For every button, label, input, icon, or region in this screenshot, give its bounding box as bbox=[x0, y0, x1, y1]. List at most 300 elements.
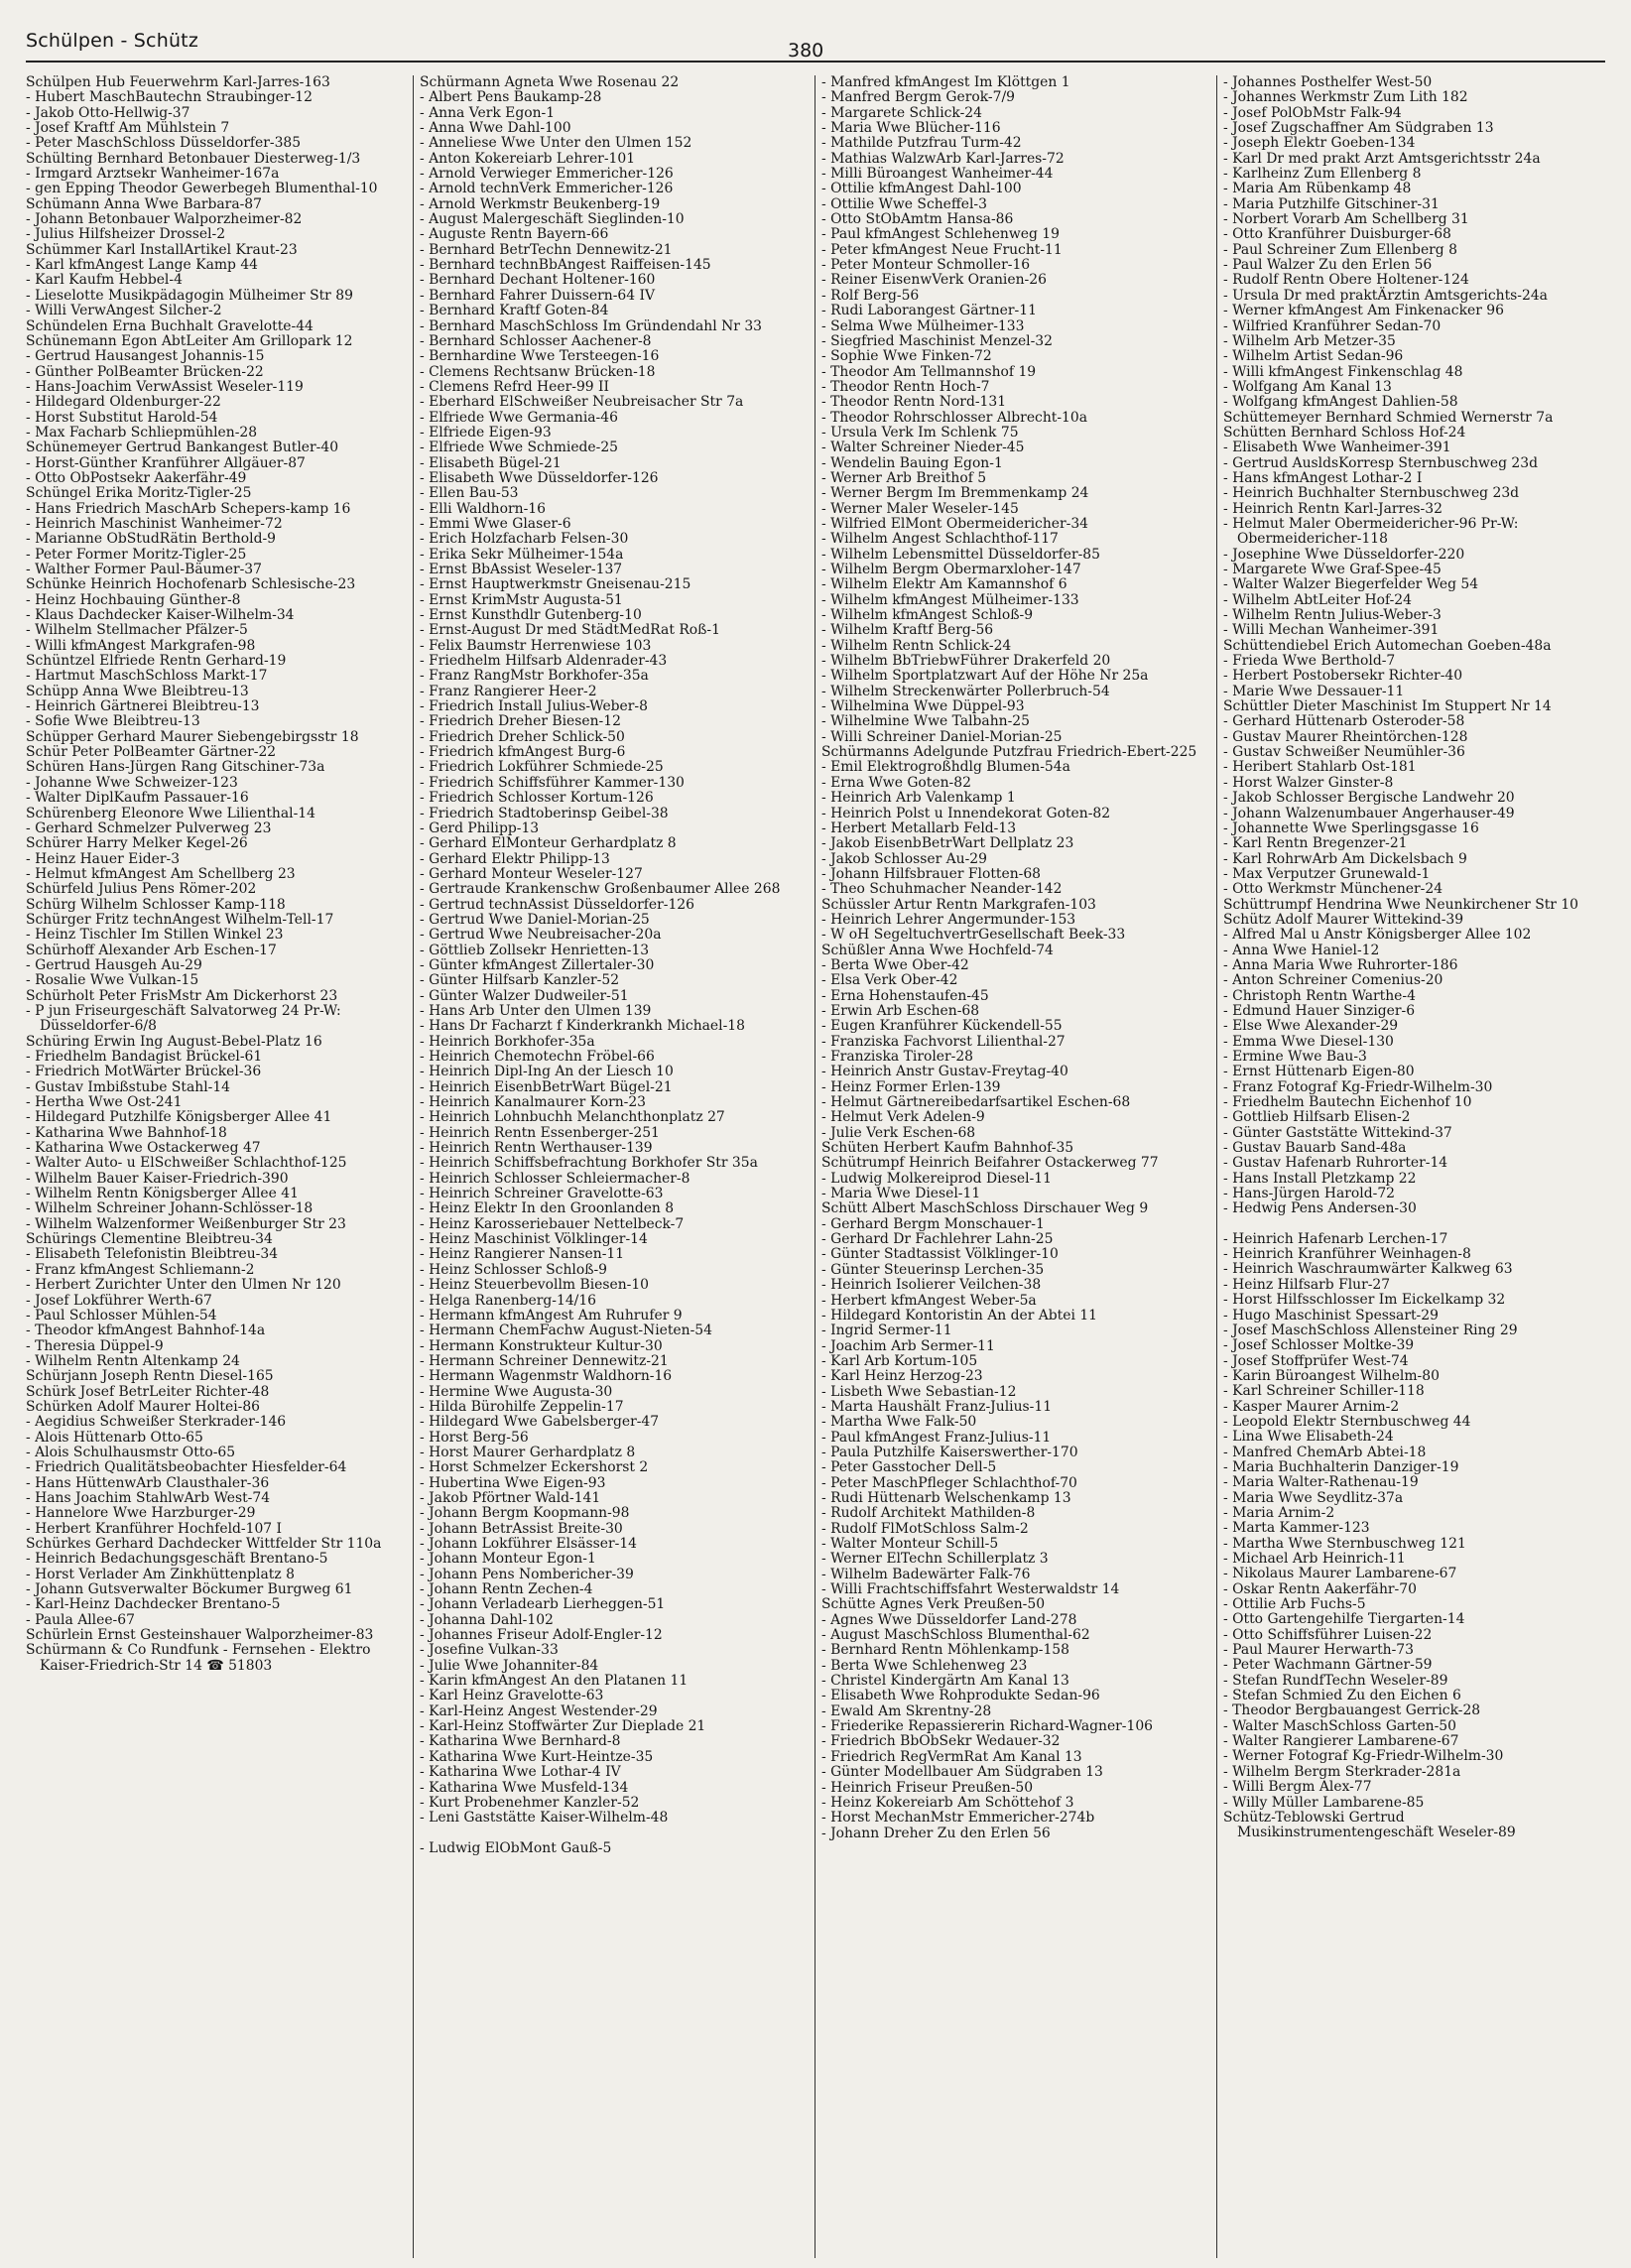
directory-entry: - Hans-Jürgen Harold-72 bbox=[1223, 1186, 1396, 1202]
directory-entry: - Jakob Otto-Hellwig-37 bbox=[26, 104, 190, 121]
directory-entry: - Franz kfmAngest Schliemann-2 bbox=[26, 1261, 255, 1278]
directory-entry: - Wilhelm Schreiner Johann-Schlösser-18 bbox=[26, 1200, 314, 1217]
directory-entry: - Heinrich Hafenarb Lerchen-17 bbox=[1223, 1230, 1448, 1247]
directory-entry: - Hedwig Pens Andersen-30 bbox=[1223, 1200, 1417, 1217]
directory-entry: - Theodor Bergbauangest Gerrick-28 bbox=[1223, 1702, 1481, 1719]
directory-entry bbox=[420, 1827, 809, 1841]
directory-entry: - Heinz Rangierer Nansen-11 bbox=[420, 1246, 625, 1263]
directory-entry: - Elisabeth Wwe Düsseldorfer-126 bbox=[420, 469, 659, 486]
directory-entry: - Paul Maurer Herwarth-73 bbox=[1223, 1642, 1414, 1659]
directory-entry: - Gerhard Monteur Weseler-127 bbox=[420, 865, 643, 882]
directory-entry: - Hubert MaschBautechn Straubinger-12 bbox=[26, 89, 313, 106]
directory-entry: - Leopold Elektr Sternbuschweg 44 bbox=[1223, 1413, 1471, 1430]
directory-entry: - Werner Arb Breithof 5 bbox=[821, 469, 987, 486]
directory-entry: - Franz RangMstr Borkhofer-35a bbox=[420, 668, 649, 685]
directory-entry: - Sofie Wwe Bleibtreu-13 bbox=[26, 713, 200, 730]
directory-entry: - Hugo Maschinist Spessart-29 bbox=[1223, 1307, 1439, 1323]
directory-entry: - Johanna Dahl-102 bbox=[420, 1611, 554, 1628]
directory-entry: - Johann Dreher Zu den Erlen 56 bbox=[821, 1825, 1051, 1841]
directory-entry: - Wilhelm Sportplatzwart Auf der Höhe Nr 25a bbox=[821, 668, 1149, 685]
directory-entry: - Josef Schlosser Moltke-39 bbox=[1223, 1337, 1415, 1354]
directory-entry: - Walter Rangierer Lambarene-67 bbox=[1223, 1733, 1459, 1750]
directory-entry: - Gustav Hafenarb Ruhrorter-14 bbox=[1223, 1155, 1448, 1172]
directory-entry: - Maria Buchhalterin Danziger-19 bbox=[1223, 1458, 1459, 1475]
directory-entry: - Erna Wwe Goten-82 bbox=[821, 774, 971, 791]
directory-entry: - Johann Walzenumbauer Angerhauser-49 bbox=[1223, 805, 1515, 821]
directory-entry: - Johann Rentn Zechen-4 bbox=[420, 1581, 593, 1598]
directory-entry: - Michael Arb Heinrich-11 bbox=[1223, 1551, 1406, 1567]
directory-entry: Schüren Hans-Jürgen Rang Gitschiner-73a bbox=[26, 759, 325, 776]
directory-columns bbox=[26, 75, 1605, 2258]
directory-entry: - Willi Bergm Alex-77 bbox=[1223, 1779, 1372, 1796]
directory-entry: - Wilhelm Rentn Königsberger Allee 41 bbox=[26, 1186, 299, 1202]
directory-entry: - Heinrich Bedachungsgeschäft Brentano-5 bbox=[26, 1551, 328, 1568]
directory-entry: - Hermine Wwe Augusta-30 bbox=[420, 1383, 613, 1400]
directory-entry: - Johannette Wwe Sperlingsgasse 16 bbox=[1223, 819, 1479, 836]
directory-entry: - Emmi Wwe Glaser-6 bbox=[420, 515, 571, 532]
directory-entry: - Horst Maurer Gerhardplatz 8 bbox=[420, 1444, 636, 1460]
directory-entry: - Elfriede Wwe Germania-46 bbox=[420, 409, 618, 426]
directory-entry: Schürken Adolf Maurer Holtei-86 bbox=[26, 1398, 261, 1415]
directory-entry: - Katharina Wwe Musfeld-134 bbox=[420, 1779, 629, 1796]
directory-entry: - Anna Verk Egon-1 bbox=[420, 104, 556, 121]
directory-entry: - Johann Lokführer Elsässer-14 bbox=[420, 1536, 638, 1552]
directory-entry: - Horst MechanMstr Emmericher-274b bbox=[821, 1810, 1095, 1827]
directory-entry: - Ernst Hüttenarb Eigen-80 bbox=[1223, 1064, 1415, 1080]
directory-entry: - Johann BetrAssist Breite-30 bbox=[420, 1520, 623, 1537]
directory-column-2 bbox=[420, 75, 809, 2258]
directory-entry: - Wilhelm Bergm Sterkrader-281a bbox=[1223, 1763, 1461, 1780]
directory-entry: - Karl RohrwArb Am Dickelsbach 9 bbox=[1223, 850, 1467, 867]
directory-entry: - Bernhard BetrTechn Dennewitz-21 bbox=[420, 241, 673, 258]
directory-entry: - Gertraude Krankenschw Großenbaumer Allee 268 bbox=[420, 881, 781, 898]
directory-entry: - Werner Maler Weseler-145 bbox=[821, 500, 1019, 517]
directory-entry: - Heinz Maschinist Völklinger-14 bbox=[420, 1231, 648, 1248]
directory-entry: - Heinrich Arb Valenkamp 1 bbox=[821, 790, 1016, 807]
directory-entry: - Paul kfmAngest Franz-Julius-11 bbox=[821, 1429, 1052, 1446]
running-head-title: Schülpen - Schütz bbox=[26, 30, 199, 52]
directory-entry: - Hartmut MaschSchloss Markt-17 bbox=[26, 668, 268, 685]
directory-entry: - Günter Steuerinsp Lerchen-35 bbox=[821, 1261, 1045, 1278]
directory-entry: - Heinrich Rentn Essenberger-251 bbox=[420, 1124, 660, 1141]
directory-entry: Schülting Bernhard Betonbauer Diesterweg-1/3 bbox=[26, 150, 361, 167]
directory-entry: - Gerhard Dr Fachlehrer Lahn-25 bbox=[821, 1231, 1054, 1248]
directory-entry: - Friedrich Qualitätsbeobachter Hiesfelder-64 bbox=[26, 1459, 347, 1476]
directory-entry: Schürkes Gerhard Dachdecker Wittfelder Str 110a bbox=[26, 1536, 382, 1552]
directory-entry: - Willi Mechan Wanheimer-391 bbox=[1223, 622, 1440, 639]
directory-entry: - Marie Wwe Dessauer-11 bbox=[1223, 683, 1405, 699]
directory-entry: - Gustav Schweißer Neumühler-36 bbox=[1223, 744, 1465, 761]
directory-entry: - Wilhelm Walzenformer Weißenburger Str 23 bbox=[26, 1215, 346, 1232]
directory-entry: - Theresia Düppel-9 bbox=[26, 1337, 164, 1354]
directory-entry: - Otto StObAmtm Hansa-86 bbox=[821, 211, 1014, 228]
directory-entry: Schünemann Egon AbtLeiter Am Grillopark 12 bbox=[26, 332, 353, 349]
directory-entry: Schütrumpf Heinrich Beifahrer Ostackerweg 77 bbox=[821, 1155, 1159, 1172]
directory-entry: - Willi kfmAngest Markgrafen-98 bbox=[26, 637, 256, 654]
directory-entry: - Heinrich Schreiner Gravelotte-63 bbox=[420, 1186, 664, 1202]
directory-entry: - Johann Hilfsbrauer Flotten-68 bbox=[821, 865, 1042, 882]
directory-entry: - Maria Arnim-2 bbox=[1223, 1504, 1335, 1521]
directory-entry: - August Malergeschäft Sieglinden-10 bbox=[420, 211, 685, 228]
directory-entry: Schütz-Teblowski Gertrud Musikinstrumentengeschäft Weseler-89 bbox=[1223, 1809, 1516, 1841]
directory-entry: - Katharina Wwe Ostackerweg 47 bbox=[26, 1140, 261, 1157]
directory-entry: - Hans HüttenwArb Clausthaler-36 bbox=[26, 1474, 270, 1491]
directory-entry: - Theodor Rohrschlosser Albrecht-10a bbox=[821, 409, 1087, 426]
directory-entry: - Maria Wwe Seydlitz-37a bbox=[1223, 1489, 1404, 1506]
directory-entry: - Heinrich EisenbBetrWart Bügel-21 bbox=[420, 1078, 673, 1095]
directory-entry: - Christoph Rentn Warthe-4 bbox=[1223, 987, 1416, 1004]
directory-entry: - Johannes Werkmstr Zum Lith 182 bbox=[1223, 89, 1468, 106]
directory-entry: - Felix Baumstr Herrenwiese 103 bbox=[420, 637, 652, 654]
directory-entry: - Wilhelm AbtLeiter Hof-24 bbox=[1223, 591, 1412, 608]
directory-entry: - Kasper Maurer Arnim-2 bbox=[1223, 1398, 1400, 1415]
directory-entry: - Hubertina Wwe Eigen-93 bbox=[420, 1474, 606, 1491]
directory-entry: - Heinrich Rentn Karl-Jarres-32 bbox=[1223, 500, 1443, 517]
directory-entry: - Wilhelm Kraftf Berg-56 bbox=[821, 622, 994, 639]
directory-entry: - Selma Wwe Mülheimer-133 bbox=[821, 317, 1025, 334]
directory-entry: - Hermann ChemFachw August-Nieten-54 bbox=[420, 1323, 712, 1339]
directory-entry: Schütz Adolf Maurer Wittekind-39 bbox=[1223, 911, 1464, 928]
directory-entry: Schüttler Dieter Maschinist Im Stuppert Nr 14 bbox=[1223, 698, 1552, 715]
directory-entry: - Heinrich Rentn Werthauser-139 bbox=[420, 1140, 653, 1157]
directory-entry: - Ellen Bau-53 bbox=[420, 485, 519, 502]
directory-entry: - Herbert Postobersekr Richter-40 bbox=[1223, 668, 1463, 685]
directory-entry: - Helmut Maler Obermeidericher-96 Pr-W: Obermeidericher-118 bbox=[1223, 515, 1519, 548]
directory-entry: Schütt Albert MaschSchloss Dirschauer Weg 9 bbox=[821, 1200, 1149, 1217]
directory-entry: - Gertrud Wwe Daniel-Morian-25 bbox=[420, 911, 650, 928]
directory-entry: - Paula Allee-67 bbox=[26, 1611, 135, 1628]
directory-entry: - Heinrich Polst u Innendekorat Goten-82 bbox=[821, 805, 1111, 821]
directory-entry: - Paul Walzer Zu den Erlen 56 bbox=[1223, 257, 1433, 274]
directory-entry: - Hermann Wagenmstr Waldhorn-16 bbox=[420, 1368, 673, 1385]
directory-entry: Schütten Bernhard Schloss Hof-24 bbox=[1223, 424, 1466, 441]
directory-entry: - Wilhelm Badewärter Falk-76 bbox=[821, 1566, 1031, 1582]
directory-entry: - Karl Arb Kortum-105 bbox=[821, 1352, 978, 1369]
directory-entry: Schürmann Agneta Wwe Rosenau 22 bbox=[420, 75, 680, 90]
directory-entry: - Ernst Hauptwerkmstr Gneisenau-215 bbox=[420, 576, 691, 593]
directory-entry: - Kurt Probenehmer Kanzler-52 bbox=[420, 1794, 640, 1811]
directory-entry: Schütte Agnes Verk Preußen-50 bbox=[821, 1596, 1046, 1613]
directory-entry: - Heinrich Buchhalter Sternbuschweg 23d bbox=[1223, 485, 1520, 502]
directory-entry: - Franziska Fachvorst Lilienthal-27 bbox=[821, 1033, 1066, 1050]
directory-entry: Schüring Erwin Ing August-Bebel-Platz 16 bbox=[26, 1033, 322, 1050]
directory-entry: - Wilfried ElMont Obermeidericher-34 bbox=[821, 515, 1089, 532]
directory-entry: - Friedrich Schiffsführer Kammer-130 bbox=[420, 774, 685, 791]
directory-entry: - Ingrid Sermer-11 bbox=[821, 1323, 952, 1339]
directory-entry: - Wilhelm Lebensmittel Düsseldorfer-85 bbox=[821, 546, 1100, 563]
directory-entry: - Hertha Wwe Ost-241 bbox=[26, 1094, 183, 1111]
directory-entry: - Lina Wwe Elisabeth-24 bbox=[1223, 1429, 1394, 1446]
directory-entry: - Lieselotte Musikpädagogin Mülheimer Str 89 bbox=[26, 287, 353, 304]
directory-entry: - Karl Heinz Gravelotte-63 bbox=[420, 1688, 604, 1704]
directory-entry: Schüssler Artur Rentn Markgrafen-103 bbox=[821, 896, 1096, 913]
directory-entry: - Josef Lokführer Werth-67 bbox=[26, 1292, 212, 1309]
directory-entry: - Milli Büroangest Wanheimer-44 bbox=[821, 166, 1054, 183]
directory-entry: - Hermann Konstrukteur Kultur-30 bbox=[420, 1337, 663, 1354]
directory-entry: - Manfred kfmAngest Im Klöttgen 1 bbox=[821, 75, 1070, 90]
directory-entry: - Günter Stadtassist Völklinger-10 bbox=[821, 1246, 1059, 1263]
directory-column-4 bbox=[1223, 75, 1605, 2258]
column-divider bbox=[815, 75, 816, 2258]
directory-entry: - Max Verputzer Grunewald-1 bbox=[1223, 865, 1431, 882]
directory-entry: - Rosalie Wwe Vulkan-15 bbox=[26, 972, 199, 989]
directory-entry: - Mathias WalzwArb Karl-Jarres-72 bbox=[821, 150, 1065, 167]
directory-entry: Schürenberg Eleonore Wwe Lilienthal-14 bbox=[26, 805, 315, 821]
directory-entry: - Elisabeth Wwe Rohprodukte Sedan-96 bbox=[821, 1688, 1100, 1704]
directory-entry: - Joachim Arb Sermer-11 bbox=[821, 1337, 995, 1354]
directory-entry: - Joseph Elektr Goeben-134 bbox=[1223, 135, 1416, 152]
directory-entry: - Johann Verladearb Lierheggen-51 bbox=[420, 1596, 666, 1613]
directory-entry: Schürholt Peter FrisMstr Am Dickerhorst 23 bbox=[26, 987, 338, 1004]
directory-entry: - Günter Modellbauer Am Südgraben 13 bbox=[821, 1764, 1103, 1781]
directory-entry: - Walter Monteur Schill-5 bbox=[821, 1536, 999, 1552]
directory-entry: - Wilhelm Bauer Kaiser-Friedrich-390 bbox=[26, 1170, 289, 1187]
directory-entry: Schürmann & Co Rundfunk - Fernsehen - Elektro Kaiser-Friedrich-Str 14 ☎ 51803 bbox=[26, 1642, 371, 1674]
directory-entry: - Helga Ranenberg-14/16 bbox=[420, 1292, 597, 1309]
directory-entry: - Mathilde Putzfrau Turm-42 bbox=[821, 135, 1022, 152]
directory-entry: - Manfred Bergm Gerok-7/9 bbox=[821, 89, 1015, 106]
directory-entry: - Arnold technVerk Emmericher-126 bbox=[420, 181, 674, 197]
directory-entry: - Herbert kfmAngest Weber-5a bbox=[821, 1292, 1037, 1309]
directory-entry: - Ursula Dr med praktÄrztin Amtsgerichts-24a bbox=[1223, 287, 1548, 304]
directory-entry: - Erwin Arb Eschen-68 bbox=[821, 1002, 980, 1019]
directory-entry: - Katharina Wwe Lothar-4 IV bbox=[420, 1764, 621, 1781]
directory-entry: - Hans-Joachim VerwAssist Weseler-119 bbox=[26, 378, 304, 395]
directory-entry: - Friedrich Schlosser Kortum-126 bbox=[420, 790, 654, 807]
directory-entry: - Heinrich Maschinist Wanheimer-72 bbox=[26, 515, 283, 532]
directory-entry: - Hildegard Kontoristin An der Abtei 11 bbox=[821, 1307, 1098, 1323]
directory-entry: - Heinz Former Erlen-139 bbox=[821, 1078, 1001, 1095]
directory-entry: - Friedrich BbObSekr Wedauer-32 bbox=[821, 1733, 1061, 1750]
directory-entry: - Wilhelm Rentn Altenkamp 24 bbox=[26, 1352, 240, 1369]
directory-entry: - Elisabeth Bügel-21 bbox=[420, 454, 562, 471]
directory-entry: - Christel Kindergärtn Am Kanal 13 bbox=[821, 1673, 1069, 1690]
directory-entry: - Hildegard Wwe Gabelsberger-47 bbox=[420, 1414, 660, 1431]
directory-entry: - Gottlieb Hilfsarb Elisen-2 bbox=[1223, 1109, 1411, 1126]
directory-entry: - Eberhard ElSchweißer Neubreisacher Str 7a bbox=[420, 394, 744, 411]
directory-entry: - Maria Wwe Blücher-116 bbox=[821, 120, 1001, 137]
directory-entry: - Heinrich Schiffsbefrachtung Borkhofer Str 35a bbox=[420, 1155, 758, 1172]
directory-entry: - Oskar Rentn Aakerfähr-70 bbox=[1223, 1580, 1417, 1597]
directory-entry: - Friedrich Lokführer Schmiede-25 bbox=[420, 759, 664, 776]
directory-entry: - Rudi Laborangest Gärtner-11 bbox=[821, 303, 1037, 319]
directory-entry: - Otto Kranführer Duisburger-68 bbox=[1223, 226, 1451, 243]
directory-entry: - Elli Waldhorn-16 bbox=[420, 500, 546, 517]
directory-entry: Schüpp Anna Wwe Bleibtreu-13 bbox=[26, 683, 249, 699]
directory-entry: - Ernst BbAssist Weseler-137 bbox=[420, 562, 623, 577]
directory-entry: - Peter Wachmann Gärtner-59 bbox=[1223, 1657, 1433, 1674]
directory-entry: - Karin Büroangest Wilhelm-80 bbox=[1223, 1367, 1440, 1384]
directory-entry: - Edmund Hauer Sinziger-6 bbox=[1223, 1002, 1416, 1019]
directory-entry: - Julius Hilfsheizer Drossel-2 bbox=[26, 226, 226, 243]
directory-entry: - Anneliese Wwe Unter den Ulmen 152 bbox=[420, 135, 692, 152]
directory-entry: - Johannes Friseur Adolf-Engler-12 bbox=[420, 1627, 663, 1644]
directory-column-1 bbox=[26, 75, 407, 2258]
directory-entry: Schüten Herbert Kaufm Bahnhof-35 bbox=[821, 1140, 1074, 1157]
directory-entry: - Leni Gaststätte Kaiser-Wilhelm-48 bbox=[420, 1810, 669, 1827]
directory-entry: - Maria Wwe Diesel-11 bbox=[821, 1186, 981, 1202]
directory-entry: - Helmut kfmAngest Am Schellberg 23 bbox=[26, 865, 296, 882]
directory-entry: - Karl Heinz Herzog-23 bbox=[821, 1368, 983, 1385]
directory-entry: - Alois Hüttenarb Otto-65 bbox=[26, 1429, 203, 1446]
directory-entry: - Else Wwe Alexander-29 bbox=[1223, 1018, 1399, 1035]
directory-entry: - Katharina Wwe Bahnhof-18 bbox=[26, 1124, 227, 1141]
directory-entry: - Elfriede Eigen-93 bbox=[420, 424, 552, 441]
directory-entry: - Walther Former Paul-Bäumer-37 bbox=[26, 562, 262, 577]
directory-entry: - Hildegard Oldenburger-22 bbox=[26, 394, 221, 411]
directory-entry: - Rolf Berg-56 bbox=[821, 287, 920, 304]
directory-entry: - Jakob Pförtner Wald-141 bbox=[420, 1489, 601, 1506]
directory-entry: - Friedrich Dreher Biesen-12 bbox=[420, 713, 621, 730]
directory-entry: - Elisabeth Telefonistin Bleibtreu-34 bbox=[26, 1246, 279, 1263]
directory-entry: - Karl Dr med prakt Arzt Amtsgerichtsstr 24a bbox=[1223, 150, 1541, 167]
directory-entry: - Anton Kokereiarb Lehrer-101 bbox=[420, 150, 636, 167]
directory-entry: - Friedrich Dreher Schlick-50 bbox=[420, 728, 625, 745]
directory-entry: - Hannelore Wwe Harzburger-29 bbox=[26, 1505, 256, 1522]
directory-entry: - Josef MaschSchloss Allensteiner Ring 29 bbox=[1223, 1322, 1518, 1338]
directory-entry: - Friedrich MotWärter Brückel-36 bbox=[26, 1064, 262, 1080]
directory-entry: - Ludwig Molkereiprod Diesel-11 bbox=[821, 1170, 1052, 1187]
directory-entry: - Bernhard MaschSchloss Im Gründendahl Nr 33 bbox=[420, 317, 763, 334]
directory-entry: - Walter Walzer Biegerfelder Weg 54 bbox=[1223, 576, 1479, 593]
directory-entry: - Ursula Verk Im Schlenk 75 bbox=[821, 424, 1019, 441]
directory-entry: - Hans Install Pletzkamp 22 bbox=[1223, 1170, 1417, 1187]
directory-entry: - Arnold Verwieger Emmericher-126 bbox=[420, 166, 674, 183]
directory-entry: - Wilfried Kranführer Sedan-70 bbox=[1223, 317, 1442, 334]
directory-entry: - Willi Schreiner Daniel-Morian-25 bbox=[821, 728, 1063, 745]
directory-entry: - Otto Gartengehilfe Tiergarten-14 bbox=[1223, 1611, 1465, 1628]
directory-entry: - Friedrich Stadtoberinsp Geibel-38 bbox=[420, 805, 669, 821]
directory-entry: - Theodor Rentn Nord-131 bbox=[821, 394, 1007, 411]
directory-entry: - Heinrich Isolierer Veilchen-38 bbox=[821, 1277, 1042, 1294]
directory-entry: - Hermann Schreiner Dennewitz-21 bbox=[420, 1352, 669, 1369]
directory-entry: - Maria Am Rübenkamp 48 bbox=[1223, 181, 1412, 197]
directory-entry: Schürings Clementine Bleibtreu-34 bbox=[26, 1231, 273, 1248]
directory-entry: - Rudolf FlMotSchloss Salm-2 bbox=[821, 1520, 1029, 1537]
directory-entry: - Heinrich Gärtnerei Bleibtreu-13 bbox=[26, 698, 260, 715]
directory-entry: - Göttlieb Zollsekr Henrietten-13 bbox=[420, 942, 650, 958]
directory-entry: - Theodor kfmAngest Bahnhof-14a bbox=[26, 1323, 266, 1339]
directory-entry: - Friedhelm Hilfsarb Aldenrader-43 bbox=[420, 653, 668, 670]
directory-entry: - Anna Maria Wwe Ruhrorter-186 bbox=[1223, 956, 1458, 973]
column-divider bbox=[413, 75, 414, 2258]
directory-entry: - Hans Arb Unter den Ulmen 139 bbox=[420, 1002, 652, 1019]
directory-entry: - Theodor Am Tellmannshof 19 bbox=[821, 363, 1037, 380]
directory-entry: - Lisbeth Wwe Sebastian-12 bbox=[821, 1383, 1017, 1400]
directory-entry: - Paula Putzhilfe Kaiserswerther-170 bbox=[821, 1444, 1078, 1460]
directory-entry: - Johanne Wwe Schweizer-123 bbox=[26, 774, 238, 791]
directory-entry: - Wilhelm Rentn Julius-Weber-3 bbox=[1223, 607, 1442, 624]
directory-entry: - Otto Werkmstr Münchener-24 bbox=[1223, 881, 1443, 898]
directory-entry: - Julie Wwe Johanniter-84 bbox=[420, 1657, 599, 1674]
directory-entry: - Wilhelm Streckenwärter Pollerbruch-54 bbox=[821, 683, 1110, 699]
directory-entry: Schümann Anna Wwe Barbara-87 bbox=[26, 195, 262, 212]
directory-entry: - Elisabeth Wwe Wanheimer-391 bbox=[1223, 440, 1451, 456]
directory-entry: - Gerd Philipp-13 bbox=[420, 819, 540, 836]
directory-entry: - Wilhelm Angest Schlachthof-117 bbox=[821, 531, 1059, 548]
directory-entry: - Herbert Kranführer Hochfeld-107 I bbox=[26, 1520, 283, 1537]
directory-entry: - Karlheinz Zum Ellenberg 8 bbox=[1223, 166, 1422, 183]
directory-entry: - Heribert Stahlarb Ost-181 bbox=[1223, 759, 1417, 776]
directory-entry: - Berta Wwe Ober-42 bbox=[821, 956, 969, 973]
directory-entry: - Bernhard Rentn Möhlenkamp-158 bbox=[821, 1642, 1069, 1659]
directory-entry: - Agnes Wwe Düsseldorfer Land-278 bbox=[821, 1611, 1077, 1628]
directory-entry: - Heinrich Kranführer Weinhagen-8 bbox=[1223, 1246, 1471, 1263]
directory-entry: - Horst-Günther Kranführer Allgäuer-87 bbox=[26, 454, 306, 471]
directory-entry: Schüttendiebel Erich Automechan Goeben-48a bbox=[1223, 637, 1552, 654]
directory-entry: - Heinrich Lehrer Angermunder-153 bbox=[821, 911, 1076, 928]
directory-entry: - gen Epping Theodor Gewerbegeh Blumenthal-10 bbox=[26, 181, 378, 197]
directory-entry: - Johann Gutsverwalter Böckumer Burgweg 61 bbox=[26, 1581, 353, 1598]
directory-entry: - Hans Friedrich MaschArb Schepers-kamp 16 bbox=[26, 500, 351, 517]
directory-entry: Schür Peter PolBeamter Gärtner-22 bbox=[26, 744, 277, 761]
directory-entry: - Theo Schuhmacher Neander-142 bbox=[821, 881, 1063, 898]
directory-entry: - Rudolf Architekt Mathilden-8 bbox=[821, 1505, 1036, 1522]
directory-entry: - W oH SegeltuchvertrGesellschaft Beek-33 bbox=[821, 927, 1126, 944]
directory-entry: - Gertrud Hausangest Johannis-15 bbox=[26, 348, 265, 365]
directory-entry: - Willi VerwAngest Silcher-2 bbox=[26, 303, 222, 319]
directory-entry: - Ewald Am Skrentny-28 bbox=[821, 1702, 992, 1719]
directory-entry: - Willi Frachtschiffsfahrt Westerwaldstr 14 bbox=[821, 1581, 1120, 1598]
directory-entry: - Gerhard Schmelzer Pulverweg 23 bbox=[26, 819, 272, 836]
directory-entry: - Walter Schreiner Nieder-45 bbox=[821, 440, 1025, 456]
directory-entry: - Heinrich Kanalmaurer Korn-23 bbox=[420, 1094, 647, 1111]
directory-entry: - Walter MaschSchloss Garten-50 bbox=[1223, 1717, 1456, 1734]
directory-entry: Schüntzel Elfriede Rentn Gerhard-19 bbox=[26, 653, 287, 670]
directory-entry: - Hans Joachim StahlwArb West-74 bbox=[26, 1489, 271, 1506]
directory-entry: - Peter MaschSchloss Düsseldorfer-385 bbox=[26, 135, 302, 152]
directory-entry: - Gerhard ElMonteur Gerhardplatz 8 bbox=[420, 835, 677, 852]
directory-entry: - Karl Schreiner Schiller-118 bbox=[1223, 1383, 1425, 1400]
directory-entry: - Horst Walzer Ginster-8 bbox=[1223, 774, 1394, 791]
directory-entry: - Manfred ChemArb Abtei-18 bbox=[1223, 1444, 1427, 1460]
directory-entry: Schürg Wilhelm Schlosser Kamp-118 bbox=[26, 896, 286, 913]
directory-entry: - Wilhelm Arb Metzer-35 bbox=[1223, 332, 1396, 349]
directory-entry: - Julie Verk Eschen-68 bbox=[821, 1124, 976, 1141]
directory-entry: - Werner ElTechn Schillerplatz 3 bbox=[821, 1551, 1049, 1568]
directory-entry: - Clemens Rechtsanw Brücken-18 bbox=[420, 363, 656, 380]
directory-entry: - Hilda Bürohilfe Zeppelin-17 bbox=[420, 1398, 624, 1415]
directory-entry: - Heinrich Borkhofer-35a bbox=[420, 1033, 595, 1050]
directory-entry: - Heinz Karosseriebauer Nettelbeck-7 bbox=[420, 1215, 685, 1232]
directory-entry: - Emil Elektrogroßhdlg Blumen-54a bbox=[821, 759, 1070, 776]
directory-entry: - Friedhelm Bautechn Eichenhof 10 bbox=[1223, 1094, 1472, 1111]
directory-entry: - Paul Schlosser Mühlen-54 bbox=[26, 1307, 217, 1323]
directory-entry: - Willy Müller Lambarene-85 bbox=[1223, 1794, 1425, 1811]
directory-entry: - Friederike Repassiererin Richard-Wagner-106 bbox=[821, 1718, 1154, 1735]
directory-entry: - Alfred Mal u Anstr Königsberger Allee 102 bbox=[1223, 927, 1532, 944]
directory-entry: - Klaus Dachdecker Kaiser-Wilhelm-34 bbox=[26, 607, 295, 624]
directory-entry: - Heinz Elektr In den Groonlanden 8 bbox=[420, 1200, 675, 1217]
directory-entry: - Norbert Vorarb Am Schellberg 31 bbox=[1223, 211, 1469, 228]
directory-entry: - Bernhard Dechant Holtener-160 bbox=[420, 272, 656, 289]
directory-entry: - Heinz Hilfsarb Flur-27 bbox=[1223, 1276, 1391, 1293]
directory-entry: - Reiner EisenwVerk Oranien-26 bbox=[821, 272, 1047, 289]
directory-entry: - Siegfried Maschinist Menzel-32 bbox=[821, 332, 1053, 349]
directory-column-3 bbox=[821, 75, 1210, 2258]
directory-entry: - Erika Sekr Mülheimer-154a bbox=[420, 546, 624, 563]
directory-entry: - Emma Wwe Diesel-130 bbox=[1223, 1033, 1394, 1050]
directory-entry: - Josef PolObMstr Falk-94 bbox=[1223, 104, 1402, 121]
directory-entry: - Walter DiplKaufm Passauer-16 bbox=[26, 790, 249, 807]
directory-entry: - Wilhelm Stellmacher Pfälzer-5 bbox=[26, 622, 248, 639]
directory-entry: - Friedrich kfmAngest Burg-6 bbox=[420, 744, 626, 761]
directory-entry: - Auguste Rentn Bayern-66 bbox=[420, 226, 609, 243]
directory-entry: - Rudi Hüttenarb Welschenkamp 13 bbox=[821, 1489, 1071, 1506]
directory-entry: - Wolfgang kfmAngest Dahlien-58 bbox=[1223, 394, 1458, 411]
directory-entry: - Heinrich Friseur Preußen-50 bbox=[821, 1779, 1034, 1796]
directory-entry: - Karin kfmAngest An den Platanen 11 bbox=[420, 1673, 689, 1690]
